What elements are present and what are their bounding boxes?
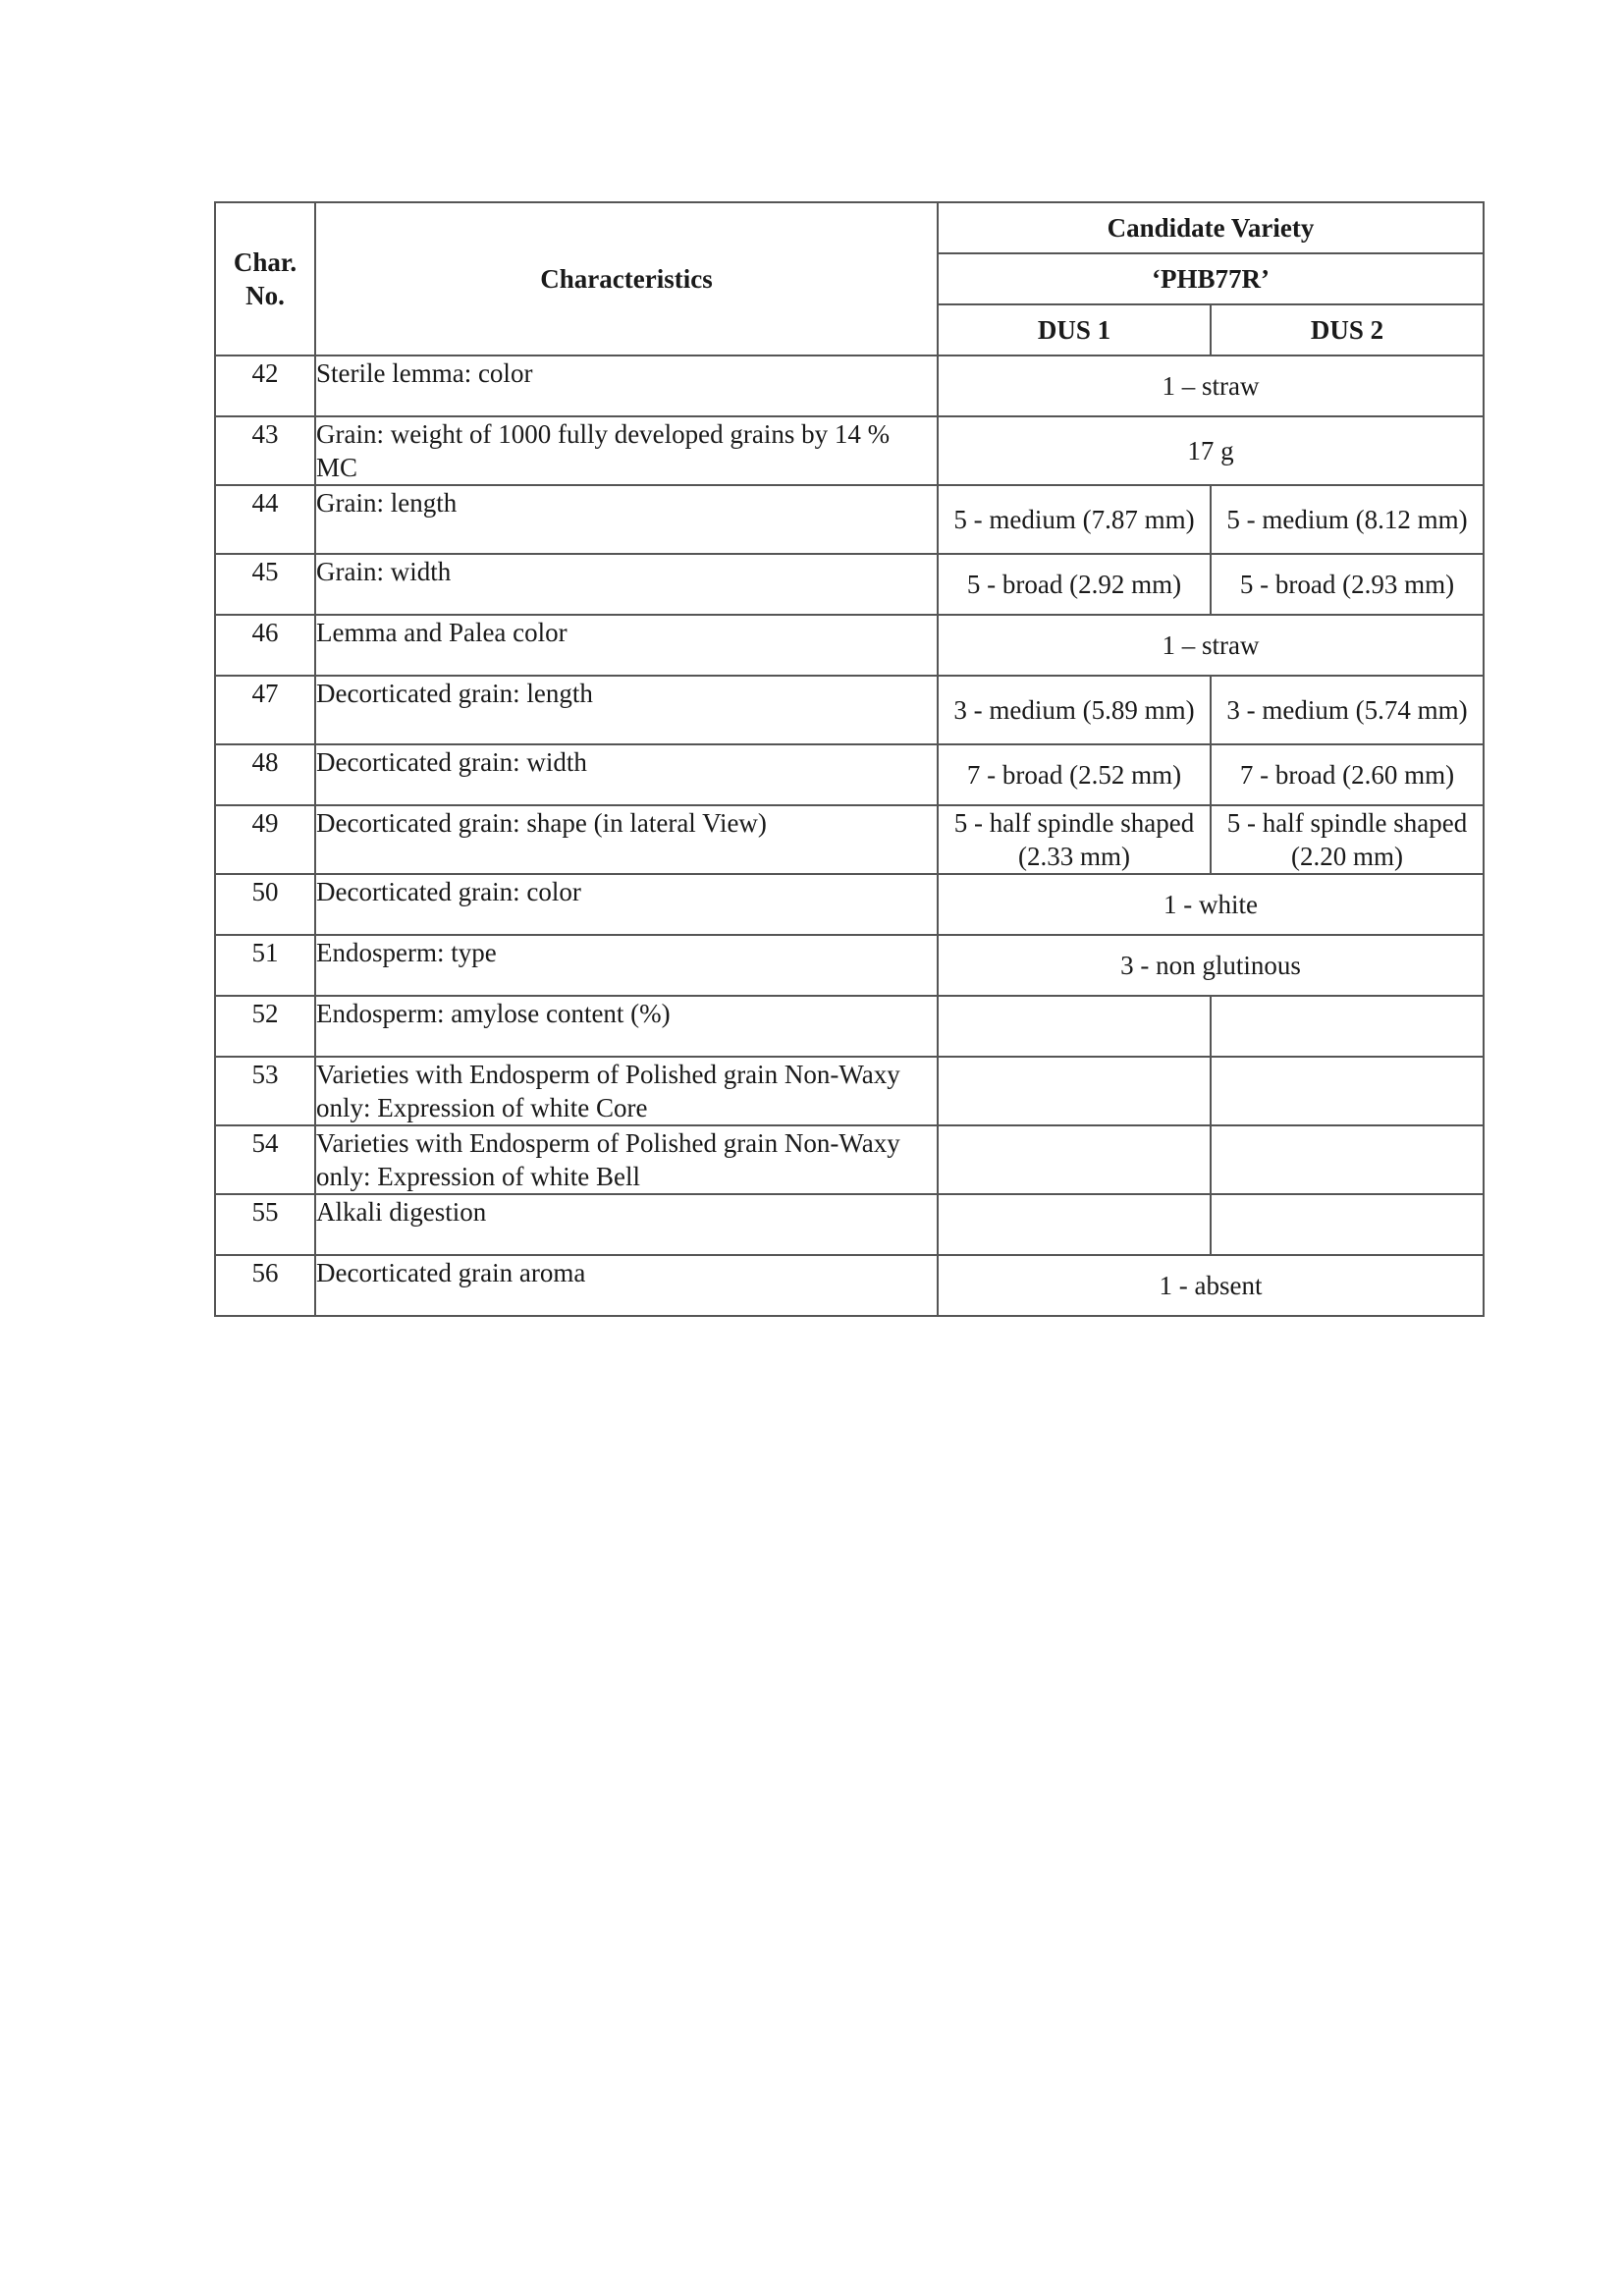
char-number: 55 xyxy=(215,1194,315,1255)
header-variety-name: ‘PHB77R’ xyxy=(938,253,1484,304)
char-number: 49 xyxy=(215,805,315,874)
table-row xyxy=(215,1194,1484,1255)
merged-value: 1 - absent xyxy=(938,1255,1484,1316)
merged-value: 1 - white xyxy=(938,874,1484,935)
dus1-value: 7 - broad (2.52 mm) xyxy=(938,744,1211,805)
char-number: 43 xyxy=(215,416,315,485)
table-row xyxy=(215,805,1484,874)
header-char-no: Char. No. xyxy=(215,202,315,355)
characteristic: Varieties with Endosperm of Polished grain Non-Waxy only: Expression of white Bell xyxy=(315,1125,938,1194)
dus2-value: 5 - half spindle shaped (2.20 mm) xyxy=(1211,805,1484,874)
dus-characteristics-table xyxy=(214,201,1485,1317)
characteristic: Grain: length xyxy=(315,485,938,554)
characteristic: Decorticated grain: color xyxy=(315,874,938,935)
table-row xyxy=(215,554,1484,615)
characteristic: Decorticated grain: shape (in lateral View) xyxy=(315,805,938,874)
char-number: 48 xyxy=(215,744,315,805)
table-row xyxy=(215,355,1484,416)
characteristic: Sterile lemma: color xyxy=(315,355,938,416)
char-number: 52 xyxy=(215,996,315,1057)
table-row xyxy=(215,744,1484,805)
characteristic: Endosperm: amylose content (%) xyxy=(315,996,938,1057)
table-row xyxy=(215,615,1484,676)
char-number: 45 xyxy=(215,554,315,615)
table-row xyxy=(215,1125,1484,1194)
dus1-value xyxy=(938,1057,1211,1125)
table-row xyxy=(215,874,1484,935)
char-number: 56 xyxy=(215,1255,315,1316)
characteristic: Varieties with Endosperm of Polished grain Non-Waxy only: Expression of white Core xyxy=(315,1057,938,1125)
dus1-value: 5 - medium (7.87 mm) xyxy=(938,485,1211,554)
dus1-value: 3 - medium (5.89 mm) xyxy=(938,676,1211,744)
table-row xyxy=(215,485,1484,554)
characteristic: Alkali digestion xyxy=(315,1194,938,1255)
char-number: 51 xyxy=(215,935,315,996)
characteristic: Grain: width xyxy=(315,554,938,615)
header-dus1: DUS 1 xyxy=(938,304,1211,355)
table-row xyxy=(215,996,1484,1057)
table-row xyxy=(215,935,1484,996)
characteristic: Decorticated grain: width xyxy=(315,744,938,805)
characteristic: Grain: weight of 1000 fully developed grains by 14 % MC xyxy=(315,416,938,485)
dus1-value xyxy=(938,996,1211,1057)
merged-value: 1 – straw xyxy=(938,355,1484,416)
characteristic: Lemma and Palea color xyxy=(315,615,938,676)
dus2-value: 7 - broad (2.60 mm) xyxy=(1211,744,1484,805)
dus2-value xyxy=(1211,1057,1484,1125)
char-number: 50 xyxy=(215,874,315,935)
dus1-value: 5 - broad (2.92 mm) xyxy=(938,554,1211,615)
dus2-value xyxy=(1211,1125,1484,1194)
dus1-value: 5 - half spindle shaped (2.33 mm) xyxy=(938,805,1211,874)
table-row xyxy=(215,1057,1484,1125)
merged-value: 3 - non glutinous xyxy=(938,935,1484,996)
char-number: 54 xyxy=(215,1125,315,1194)
merged-value: 1 – straw xyxy=(938,615,1484,676)
characteristic: Decorticated grain aroma xyxy=(315,1255,938,1316)
header-characteristics: Characteristics xyxy=(315,202,938,355)
header-candidate-variety: Candidate Variety xyxy=(938,202,1484,253)
char-number: 42 xyxy=(215,355,315,416)
dus2-value: 3 - medium (5.74 mm) xyxy=(1211,676,1484,744)
char-number: 47 xyxy=(215,676,315,744)
header-dus2: DUS 2 xyxy=(1211,304,1484,355)
dus2-value: 5 - medium (8.12 mm) xyxy=(1211,485,1484,554)
dus2-value xyxy=(1211,996,1484,1057)
char-number: 46 xyxy=(215,615,315,676)
table-row xyxy=(215,416,1484,485)
table-row xyxy=(215,1255,1484,1316)
dus2-value: 5 - broad (2.93 mm) xyxy=(1211,554,1484,615)
characteristic: Decorticated grain: length xyxy=(315,676,938,744)
table-row xyxy=(215,676,1484,744)
characteristic: Endosperm: type xyxy=(315,935,938,996)
dus2-value xyxy=(1211,1194,1484,1255)
merged-value: 17 g xyxy=(938,416,1484,485)
dus1-value xyxy=(938,1194,1211,1255)
char-number: 44 xyxy=(215,485,315,554)
char-number: 53 xyxy=(215,1057,315,1125)
dus1-value xyxy=(938,1125,1211,1194)
